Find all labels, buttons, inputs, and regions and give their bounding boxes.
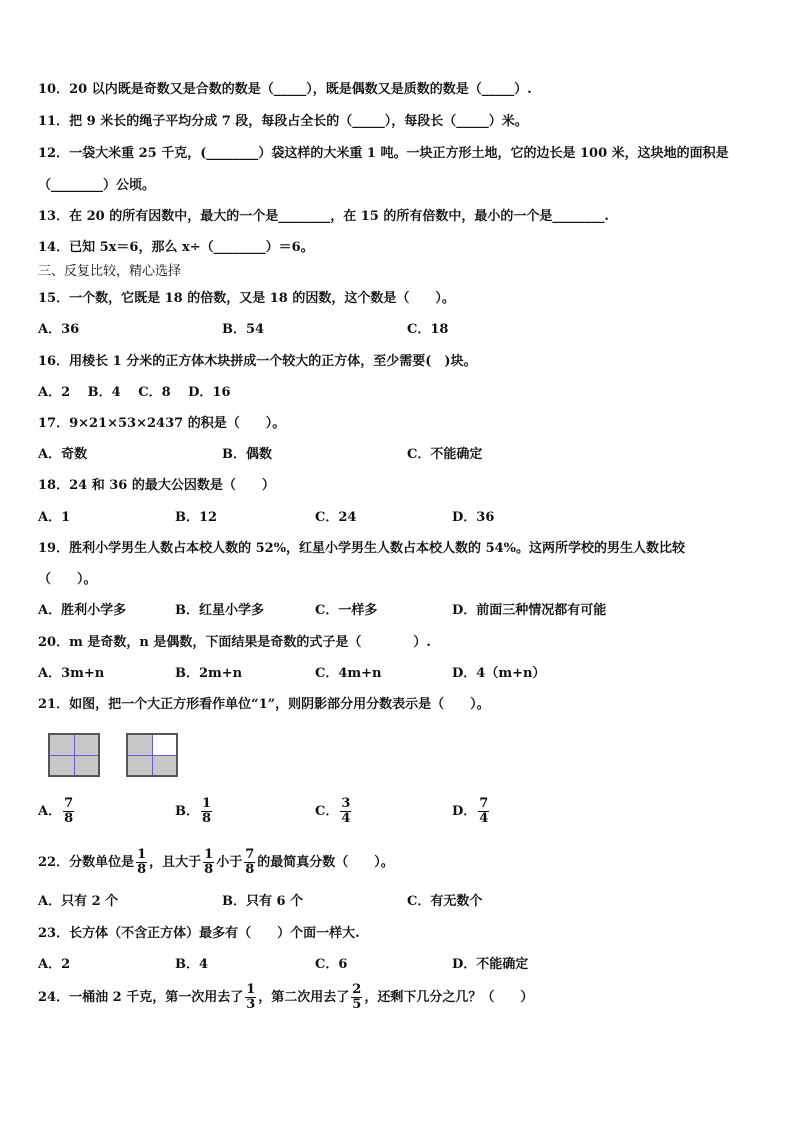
q15-option-a: A．36	[38, 322, 80, 337]
fraction	[351, 983, 362, 1012]
q24	[38, 983, 533, 1012]
q20-option-b: B．2m+n	[175, 666, 243, 681]
q18: 18．24 和 36 的最大公因数是（ ）	[38, 478, 275, 493]
q22-option-a: A．只有 2 个	[38, 894, 119, 909]
q20-option-c: C．4m+n	[315, 666, 382, 681]
q23-option-b: B．4	[175, 957, 209, 972]
q21-option-b-label: B．	[175, 804, 199, 819]
fraction	[63, 797, 74, 826]
q24-text: 24．一桶油 2 千克，第一次用去了	[38, 990, 244, 1005]
square-cell	[74, 735, 98, 755]
q19-line1: 19．胜利小学男生人数占本校人数的 52%，红星小学男生人数占本校人数的 54%。这两所学校的男生人数比较	[38, 541, 686, 556]
q15-option-b: B．54	[222, 322, 265, 337]
q16-options: A．2 B．4 C．8 D．16	[38, 385, 231, 400]
section-3-heading: 三、反复比较，精心选择	[38, 264, 182, 279]
fraction-numerator: 1	[137, 847, 147, 862]
q14: 14．已知 5x＝6，那么 x÷（________）＝6。	[38, 240, 314, 255]
q21-option-b	[175, 797, 214, 826]
square-cell	[152, 755, 176, 775]
fraction-denominator: 4	[479, 811, 489, 826]
fraction	[245, 983, 256, 1012]
square-figure-partial	[126, 733, 178, 777]
q18-option-b: B．12	[175, 510, 218, 525]
q21-option-c	[315, 797, 353, 826]
q18-option-c: C．24	[315, 510, 357, 525]
q19-line2: （ ）。	[38, 572, 97, 587]
q23-option-a: A．2	[38, 957, 71, 972]
square-cell	[128, 735, 152, 755]
q19-option-a: A．胜利小学多	[38, 603, 127, 618]
divider	[128, 755, 176, 756]
divider	[50, 755, 98, 756]
fraction-denominator: 8	[64, 811, 74, 826]
q21-option-d	[452, 797, 491, 826]
fraction-denominator: 8	[204, 862, 214, 877]
fraction	[203, 848, 214, 877]
q18-option-a: A．1	[38, 510, 71, 525]
fraction	[478, 797, 489, 826]
fraction-denominator: 8	[137, 862, 147, 877]
fraction	[136, 848, 147, 877]
fraction-denominator: 8	[245, 862, 255, 877]
q16: 16．用棱长 1 分米的正方体木块拼成一个较大的正方体，至少需要( )块。	[38, 354, 477, 369]
q24-text: ，还剩下几分之几？（ ）	[364, 990, 534, 1005]
q21-option-a-label: A．	[38, 804, 62, 819]
fraction-denominator: 8	[202, 811, 212, 826]
q10: 10．20 以内既是奇数又是合数的数是（_____），既是偶数又是质数的数是（_____）.	[38, 82, 532, 97]
fraction-numerator: 1	[202, 796, 212, 811]
fraction	[340, 797, 351, 826]
fraction-numerator: 3	[341, 796, 351, 811]
q22-text: ，且大于	[149, 855, 202, 870]
fraction-numerator: 7	[64, 796, 74, 811]
q21-option-a	[38, 797, 76, 826]
q24-text: ，第二次用去了	[258, 990, 350, 1005]
q20-option-a: A．3m+n	[38, 666, 105, 681]
square-cell	[74, 755, 98, 775]
fraction-numerator: 7	[479, 796, 489, 811]
fraction	[201, 797, 212, 826]
fraction-denominator: 3	[246, 997, 256, 1012]
q12-line1: 12．一袋大米重 25 千克，(________）袋这样的大米重 1 吨。一块正方形土地，它的边长是 100 米，这块地的面积是	[38, 146, 729, 161]
q19-option-c: C．一样多	[315, 603, 378, 618]
q15-option-c: C．18	[407, 322, 449, 337]
q18-option-d: D．36	[452, 510, 495, 525]
fraction-numerator: 7	[245, 847, 255, 862]
fraction-numerator: 1	[204, 847, 214, 862]
q15: 15．一个数，它既是 18 的倍数，又是 18 的因数，这个数是（ ）。	[38, 291, 455, 306]
q13: 13．在 20 的所有因数中，最大的一个是________，在 15 的所有倍数中，最小的一个是________.	[38, 209, 609, 224]
q19-option-d: D．前面三种情况都有可能	[452, 603, 607, 618]
q21-option-d-label: D．	[452, 804, 477, 819]
q22-text: 22．分数单位是	[38, 855, 135, 870]
q20-option-d: D．4（m+n）	[452, 666, 546, 681]
q11: 11．把 9 米长的绳子平均分成 7 段，每段占全长的（_____），每段长（_____）米。	[38, 114, 528, 129]
q17-option-b: B．偶数	[222, 447, 272, 462]
q17-option-c: C．不能确定	[407, 447, 483, 462]
square-cell	[152, 735, 176, 755]
square-cell	[128, 755, 152, 775]
square-cell	[50, 755, 74, 775]
q21-option-c-label: C．	[315, 804, 339, 819]
q23-option-d: D．不能确定	[452, 957, 529, 972]
fraction-denominator: 5	[352, 997, 362, 1012]
q22-text: 的最简真分数（ ）。	[257, 855, 394, 870]
q19-option-b: B．红星小学多	[175, 603, 264, 618]
q12-line2: （________）公顷。	[38, 178, 156, 193]
fraction-numerator: 2	[352, 982, 362, 997]
q22-option-c: C．有无数个	[407, 894, 483, 909]
q22	[38, 848, 394, 877]
q20: 20．m 是奇数，n 是偶数，下面结果是奇数的式子是（ ）.	[38, 635, 431, 650]
square-figure-full	[48, 733, 100, 777]
q17: 17．9×21×53×2437 的积是（ ）。	[38, 416, 286, 431]
q23-option-c: C．6	[315, 957, 348, 972]
q23: 23．长方体（不含正方体）最多有（ ）个面一样大.	[38, 926, 360, 941]
fraction	[244, 848, 255, 877]
q22-text: 小于	[216, 855, 243, 870]
square-cell	[50, 735, 74, 755]
q22-option-b: B．只有 6 个	[222, 894, 304, 909]
fraction-numerator: 1	[246, 982, 256, 997]
q17-option-a: A．奇数	[38, 447, 88, 462]
q21: 21．如图，把一个大正方形看作单位“1”，则阴影部分用分数表示是（ ）。	[38, 697, 490, 712]
fraction-denominator: 4	[341, 811, 351, 826]
